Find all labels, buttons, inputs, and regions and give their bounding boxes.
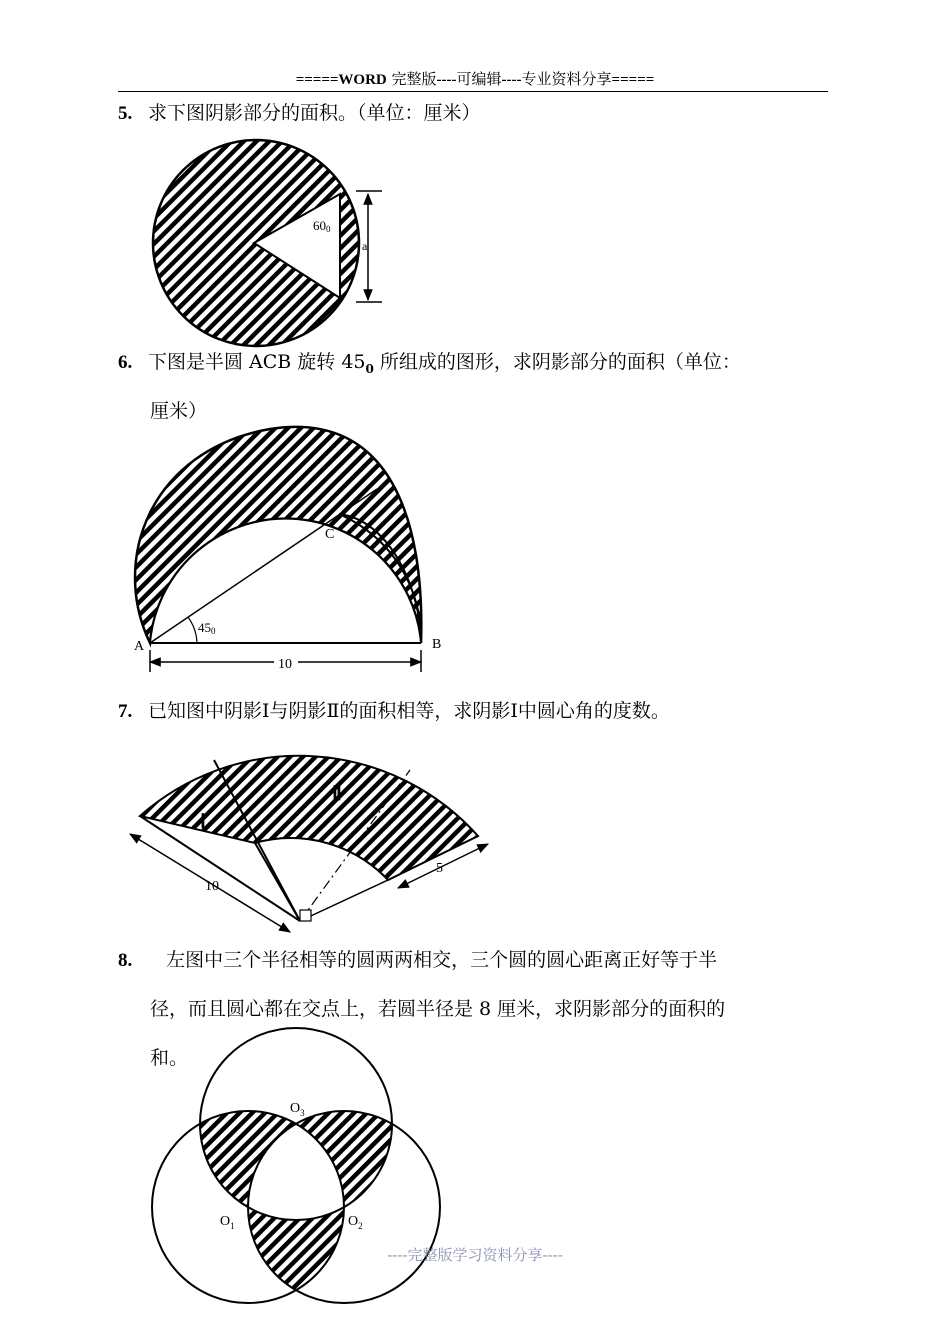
fig6-angle-label: 450 bbox=[198, 620, 216, 636]
fig7-len10: 10 bbox=[205, 879, 219, 894]
fig7-len5: 5 bbox=[436, 861, 443, 876]
fig5-side-label: a bbox=[362, 239, 368, 253]
figure-5 bbox=[153, 140, 382, 346]
fig6-label-a: A bbox=[134, 639, 145, 654]
fig5-angle-label: 600 bbox=[313, 218, 331, 234]
question-6-cont: 厘米） bbox=[150, 400, 208, 422]
fig8-label-o3: $O_3$ bbox=[290, 1101, 305, 1118]
fig7-label-2: Ⅱ bbox=[332, 783, 342, 805]
figure-6 bbox=[134, 427, 441, 672]
question-8: 8. 左图中三个半径相等的圆两两相交，三个圆的圆心距离正好等于半 bbox=[118, 949, 718, 971]
question-7: 7. 已知图中阴影Ⅰ与阴影Ⅱ的面积相等，求阴影Ⅰ中圆心角的度数。 bbox=[118, 700, 670, 722]
fig8-label-o2: $O_2$ bbox=[348, 1214, 363, 1231]
question-5: 5. 求下图阴影部分的面积。（单位：厘米） bbox=[118, 102, 481, 124]
fig7-label-1: Ⅰ bbox=[200, 811, 206, 833]
question-8-cont1: 径，而且圆心都在交点上，若圆半径是 8 厘米，求阴影部分的面积的 bbox=[150, 998, 726, 1020]
fig6-label-c: C bbox=[325, 527, 335, 542]
question-6: 6. 下图是半圆 ACB 旋转 $45_0$ 所组成的图形，求阴影部分的面积（单位： bbox=[118, 351, 741, 376]
page-footer: ----完整版学习资料分享---- bbox=[387, 1246, 563, 1264]
figure-7 bbox=[130, 756, 488, 932]
fig6-length-label: 10 bbox=[278, 657, 292, 672]
page-header: =====WORD 完整版----可编辑----专业资料分享===== bbox=[295, 70, 655, 88]
fig8-label-o1: $O_1$ bbox=[220, 1214, 235, 1231]
fig6-label-b: B bbox=[432, 637, 442, 652]
question-8-cont2: 和。 bbox=[150, 1047, 189, 1069]
